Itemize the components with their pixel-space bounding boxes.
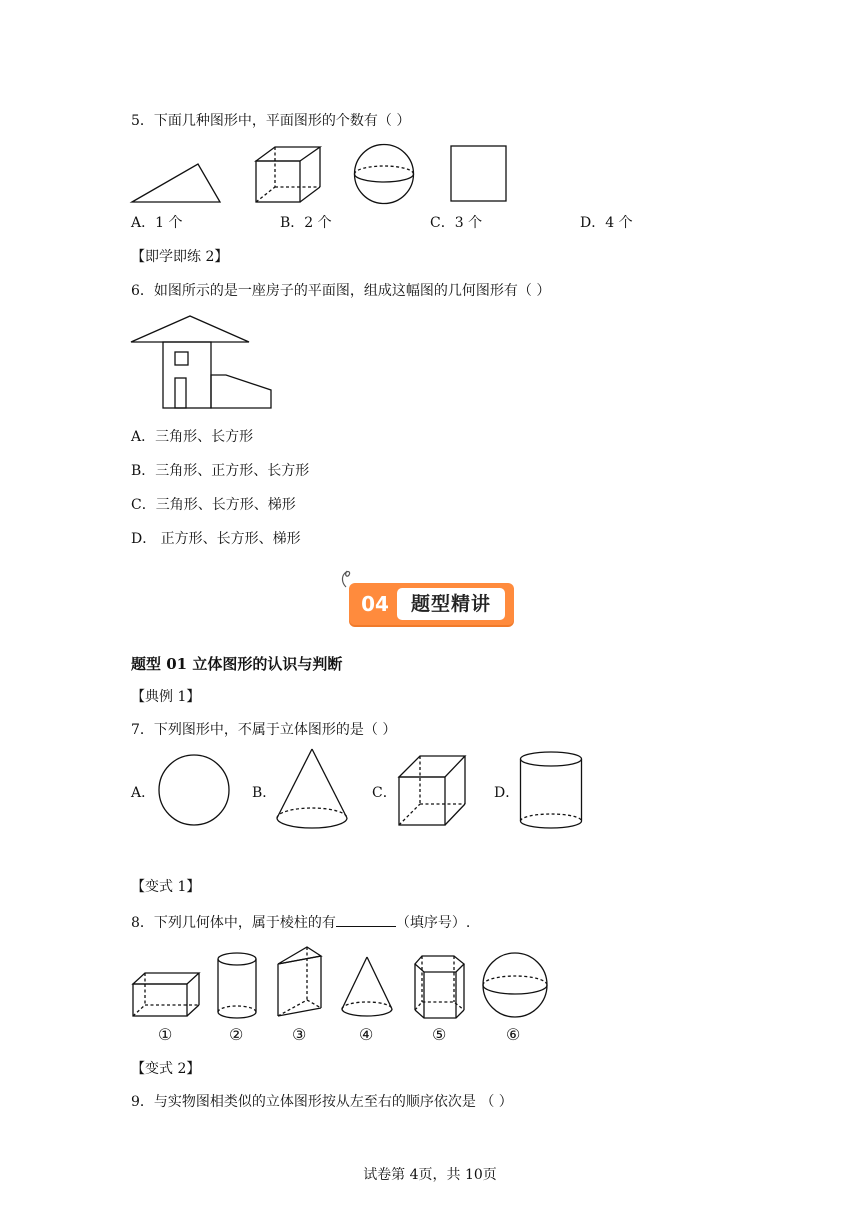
banner-number: 04 (361, 592, 389, 616)
section-banner (349, 583, 514, 625)
practice-heading-2: 【即学即练 2】 (131, 249, 229, 265)
cube-icon (255, 146, 323, 204)
q8-label-3: ③ (292, 1025, 307, 1044)
sphere-icon (482, 952, 550, 1020)
q8-label-1: ① (158, 1025, 173, 1044)
variant-heading-2: 【变式 2】 (131, 1061, 201, 1077)
q6-option-b: B．三角形、正方形、长方形 (131, 463, 310, 479)
q5-option-a: A．1 个 (131, 215, 183, 231)
q6-option-c: C．三角形、长方形、梯形 (131, 497, 296, 513)
q7-option-c: C． (372, 785, 397, 801)
banner-label: 题型精讲 (397, 588, 505, 620)
cube-icon (398, 755, 468, 827)
cone-icon (275, 748, 351, 832)
q8-label-6: ⑥ (506, 1025, 521, 1044)
house-figure (130, 315, 275, 411)
q6-option-d: D． 正方形、长方形、梯形 (131, 531, 301, 547)
q8-label-4: ④ (359, 1025, 374, 1044)
variant-heading-1: 【变式 1】 (131, 879, 201, 895)
q8-label-2: ② (229, 1025, 244, 1044)
q7-option-d: D． (494, 785, 520, 801)
q7-option-a: A． (131, 785, 156, 801)
triangular-prism-icon (277, 946, 325, 1018)
q5-option-d: D．4 个 (580, 215, 633, 231)
q9-stem: 9．与实物图相类似的立体图形按从左至右的顺序依次是 （ ） (131, 1094, 513, 1110)
answer-blank (336, 912, 396, 927)
q5-option-c: C．3 个 (430, 215, 483, 231)
q8-label-5: ⑤ (432, 1025, 447, 1044)
q6-stem: 6．如图所示的是一座房子的平面图，组成这幅图的几何图形有（ ） (131, 283, 551, 299)
q5-stem: 5．下面几种图形中，平面图形的个数有（ ） (131, 113, 411, 129)
square-icon (450, 145, 508, 203)
page-footer: 试卷第 4页，共 10页 (363, 1167, 497, 1183)
q5-option-b: B．2 个 (280, 215, 332, 231)
q7-stem: 7．下列图形中，不属于立体图形的是（ ） (131, 722, 397, 738)
example-heading-1: 【典例 1】 (131, 689, 201, 705)
q8-stem-before: 8．下列几何体中，属于棱柱的有 (131, 915, 336, 931)
q8-stem-after: （填序号）. (395, 915, 471, 931)
sphere-icon (353, 143, 417, 205)
q7-option-b: B． (252, 785, 277, 801)
circle-icon (158, 754, 232, 828)
cylinder-icon (217, 952, 259, 1020)
section-title: 题型 01 立体图形的认识与判断 (131, 655, 343, 673)
cuboid-icon (132, 972, 202, 1018)
q6-option-a: A．三角形、长方形 (131, 429, 254, 445)
hexagonal-prism-icon (414, 954, 466, 1020)
q8-stem (131, 912, 470, 932)
cylinder-icon (519, 751, 585, 831)
triangle-icon (130, 162, 222, 204)
cone-icon (340, 956, 396, 1020)
